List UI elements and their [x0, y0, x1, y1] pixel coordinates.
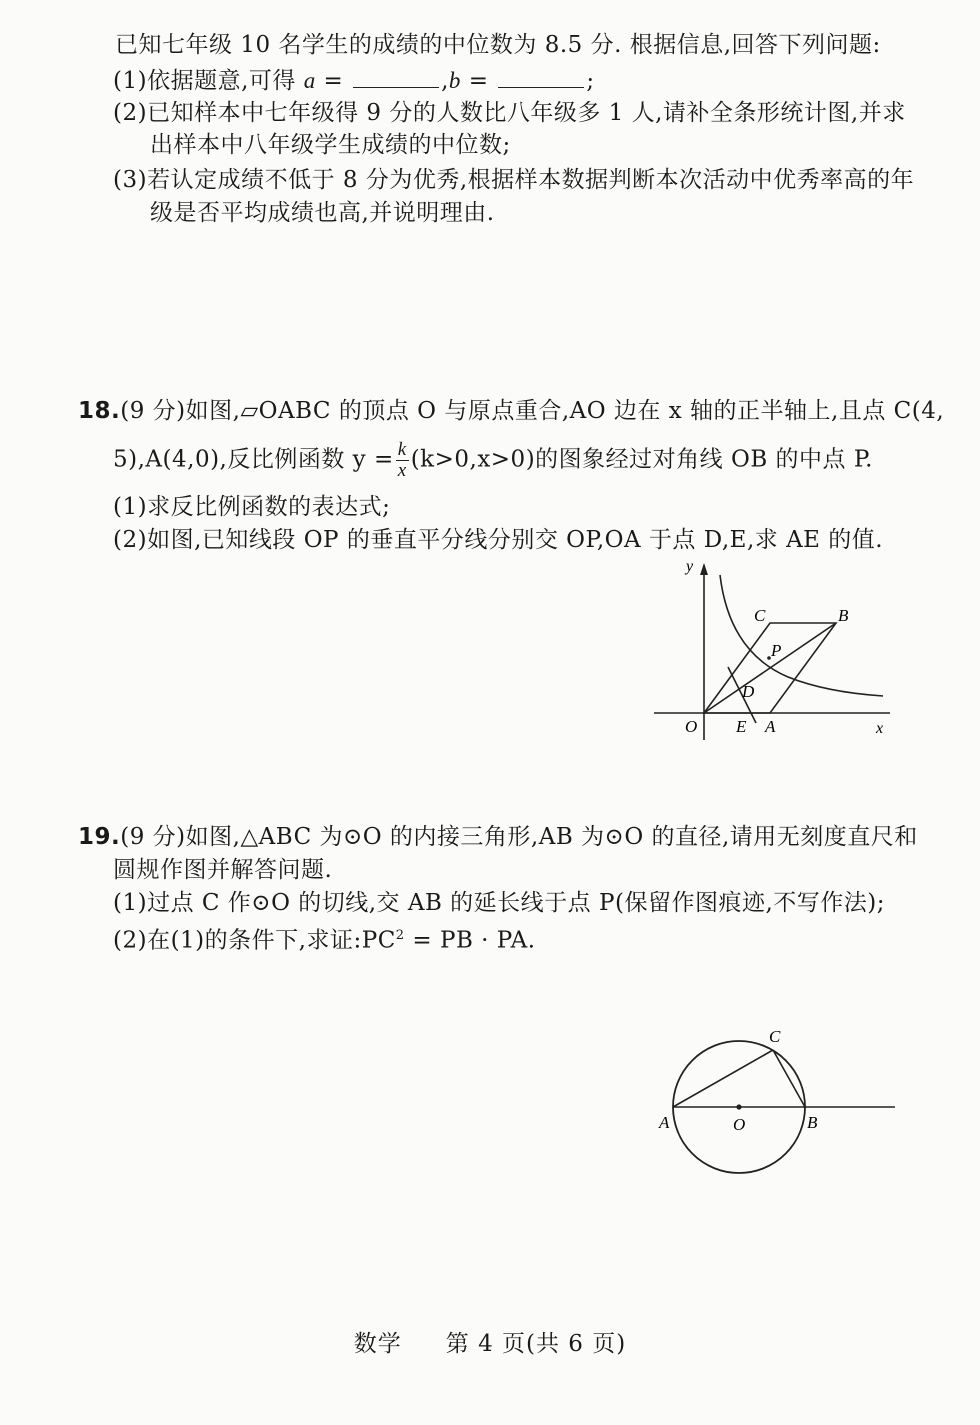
label-e: E	[736, 717, 747, 736]
q18-figure	[648, 555, 898, 745]
q17-part1-prefix: (1)依据题意,可得	[113, 68, 304, 94]
q19-part2-prefix: (2)在(1)的条件下,求证:PC	[113, 927, 396, 954]
q18-line1-text: (9 分)如图,▱OABC 的顶点 O 与原点重合,AO 边在 x 轴的正半轴上,且点 C(4,	[120, 398, 945, 424]
q18-part2: (2)如图,已知线段 OP 的垂直平分线分别交 OP,OA 于点 D,E,求 AE 的值.	[113, 527, 884, 553]
q17-part3-line1: (3)若认定成绩不低于 8 分为优秀,根据样本数据判断本次活动中优秀率高的年	[113, 167, 915, 193]
q19-part2	[113, 921, 536, 956]
q17-eq-b: =	[460, 68, 497, 94]
footer-page: 第 4 页(共 6 页)	[445, 1331, 627, 1357]
label-c: C	[754, 606, 766, 625]
label-b: B	[838, 606, 849, 625]
q18-part1: (1)求反比例函数的表达式;	[113, 494, 391, 520]
label-p: P	[771, 641, 782, 660]
label-y: y	[686, 558, 694, 575]
q17-var-a: a	[303, 68, 316, 93]
q18-line2-suffix: (k>0,x>0)的图象经过对角线 OB 的中点 P.	[410, 446, 873, 473]
q19-part1: (1)过点 C 作⊙O 的切线,交 AB 的延长线于点 P(保留作图痕迹,不写作法);	[113, 890, 885, 916]
label-a: A	[659, 1113, 670, 1132]
segment-cb	[773, 1050, 805, 1107]
q18-fraction	[396, 440, 409, 481]
hyperbola-curve	[720, 575, 883, 696]
q17-sep: ,	[441, 68, 449, 94]
q18-line1	[78, 396, 944, 426]
y-axis-arrow	[700, 563, 708, 575]
q19-part2-sup: 2	[395, 928, 405, 943]
q19-line1	[78, 822, 918, 852]
q18-frac-num: k	[397, 439, 407, 460]
diagonal-ob	[704, 623, 836, 713]
label-b: B	[807, 1113, 818, 1132]
q17-part3-line2: 级是否平均成绩也高,并说明理由.	[150, 200, 495, 226]
q17-intro: 已知七年级 10 名学生的成绩的中位数为 8.5 分. 根据信息,回答下列问题:	[115, 32, 881, 58]
q17-eq-a: =	[315, 68, 352, 94]
page-footer	[0, 1325, 980, 1358]
footer-subject: 数学	[353, 1331, 402, 1357]
q19-figure	[655, 1020, 900, 1190]
label-d: D	[742, 682, 755, 701]
q19-line2: 圆规作图并解答问题.	[113, 857, 333, 883]
q17-part2-line2: 出样本中八年级学生成绩的中位数;	[150, 132, 511, 158]
q17-blank-a[interactable]	[353, 65, 439, 88]
segment-ac	[673, 1050, 773, 1107]
q18-number: 18.	[78, 398, 121, 424]
q19-line1-text: (9 分)如图,△ABC 为⊙O 的内接三角形,AB 为⊙O 的直径,请用无刻度直尺和	[120, 824, 918, 850]
label-o: O	[685, 717, 698, 736]
q18-line2-prefix: 5),A(4,0),反比例函数 y =	[113, 446, 394, 473]
q17-blank-b[interactable]	[498, 65, 584, 88]
q17-end: ;	[586, 68, 595, 94]
q18-frac-den: x	[397, 460, 407, 481]
label-c: C	[769, 1027, 781, 1046]
q18-line2	[113, 440, 873, 481]
q19-number: 19.	[78, 824, 121, 850]
label-o: O	[733, 1115, 746, 1134]
q17-part2-line1: (2)已知样本中七年级得 9 分的人数比八年级多 1 人,请补全条形统计图,并求	[113, 100, 906, 126]
label-x: x	[876, 720, 884, 737]
q17-var-b: b	[448, 68, 461, 93]
label-a: A	[765, 717, 776, 736]
q19-part2-suffix: = PB · PA.	[404, 927, 536, 954]
center-o-dot	[736, 1104, 741, 1109]
q17-part1	[113, 65, 595, 96]
